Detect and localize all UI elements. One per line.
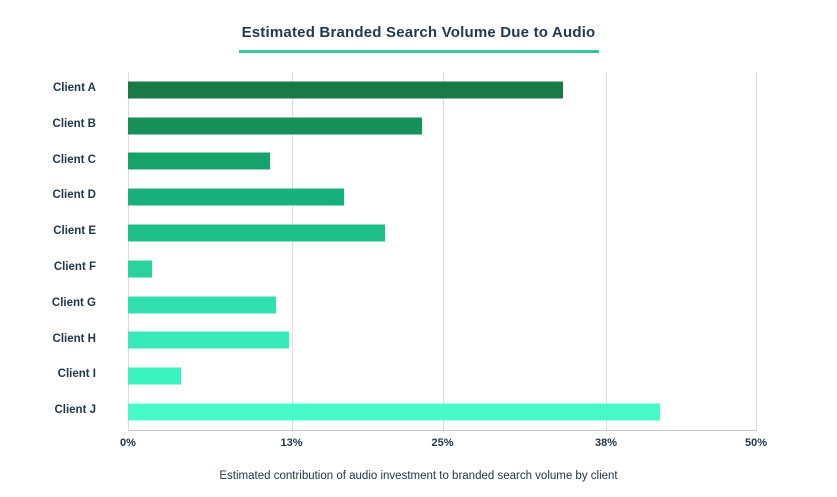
- bar-client-g: [128, 296, 276, 313]
- bar-row: [128, 72, 757, 108]
- chart-title: Estimated Branded Search Volume Due to Audio: [241, 24, 596, 41]
- bar-row: [128, 215, 757, 251]
- bar-row: [128, 179, 757, 215]
- y-tick-label-4: Client E: [53, 225, 96, 238]
- x-axis-line: [128, 430, 757, 431]
- bar-client-f: [128, 260, 152, 277]
- y-tick-label-0: Client A: [52, 82, 96, 94]
- y-tick-label-3: Client D: [52, 189, 96, 202]
- bar-row: [128, 108, 757, 144]
- bar-client-h: [128, 332, 289, 349]
- bar-client-b: [128, 117, 422, 134]
- x-tick-label-4: 50%: [744, 437, 768, 449]
- title-underline: [239, 50, 599, 53]
- x-tick-label-0: 0%: [120, 437, 136, 449]
- y-tick-label-7: Client H: [52, 332, 96, 345]
- bar-client-j: [128, 404, 660, 421]
- bar-client-d: [128, 189, 344, 206]
- bar-client-e: [128, 225, 385, 242]
- plot-area: [128, 72, 757, 430]
- x-tick-label-3: 38%: [594, 437, 618, 449]
- bar-client-i: [128, 368, 181, 385]
- bar-row: [128, 144, 757, 180]
- y-tick-label-8: Client I: [57, 368, 96, 381]
- bar-row: [128, 394, 757, 430]
- x-tick-label-2: 25%: [431, 437, 454, 449]
- bar-row: [128, 358, 757, 394]
- bar-client-c: [128, 153, 270, 170]
- bar-row: [128, 287, 757, 323]
- y-tick-label-9: Client J: [54, 404, 96, 417]
- y-tick-label-2: Client C: [52, 153, 96, 166]
- y-tick-label-5: Client F: [53, 261, 96, 273]
- y-tick-label-1: Client B: [52, 117, 96, 130]
- x-tick-label-1: 13%: [280, 437, 303, 449]
- y-tick-label-6: Client G: [51, 296, 96, 309]
- x-axis-caption: Estimated contribution of audio investment to branded search volume by client: [219, 470, 618, 482]
- bar-row: [128, 251, 757, 287]
- bar-client-a: [128, 81, 563, 98]
- bar-row: [128, 323, 757, 359]
